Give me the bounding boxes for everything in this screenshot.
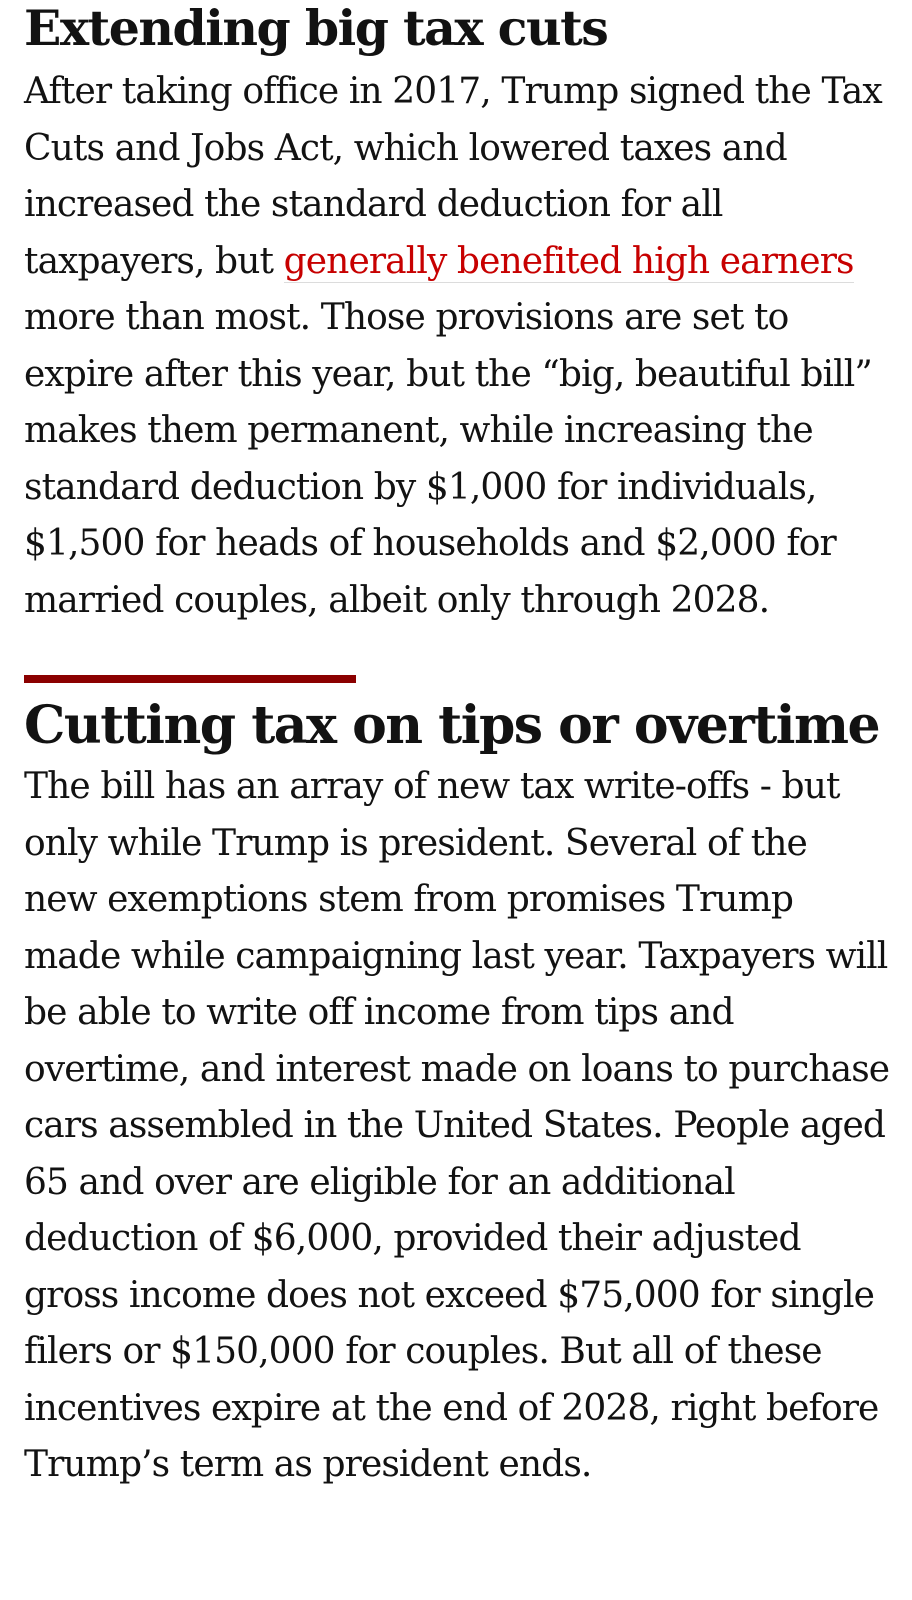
paragraph-tax-cuts <box>24 64 890 629</box>
high-earners-link[interactable]: generally benefited high earners <box>283 240 854 282</box>
paragraph-text-before-link: After taking office in 2017, Trump signed the Tax Cuts and Jobs Act, which lowered taxes and increased the standard deduction for all taxpayers, but <box>24 71 882 282</box>
section-divider <box>24 675 356 683</box>
paragraph-tips-overtime: The bill has an array of new tax write-offs - but only while Trump is president. Several of the new exemptions stem from promises Trump made while campaigning last year. Taxpayers will be able to write off income from tips and overtime, and interest made on loans to purchase cars assembled in the United States. People aged 65 and over are eligible for an additional deduction of $6,000, provided their adjusted gross income does not exceed $75,000 for single filers or $150,000 for couples. But all of these incentives expire at the end of 2028, right before Trump’s term as president ends. <box>24 766 890 1485</box>
paragraph-text-after-link: more than most. Those provisions are set to expire after this year, but the “big, beautiful bill” makes them permanent, while increasing the standard deduction by $1,000 for individuals, $1,500 for heads of households and $2,000 for married couples, albeit only through 2028. <box>24 297 872 621</box>
section-heading-tax-cuts: Extending big tax cuts <box>24 0 608 57</box>
section-heading-tips-overtime: Cutting tax on tips or overtime <box>24 695 880 756</box>
